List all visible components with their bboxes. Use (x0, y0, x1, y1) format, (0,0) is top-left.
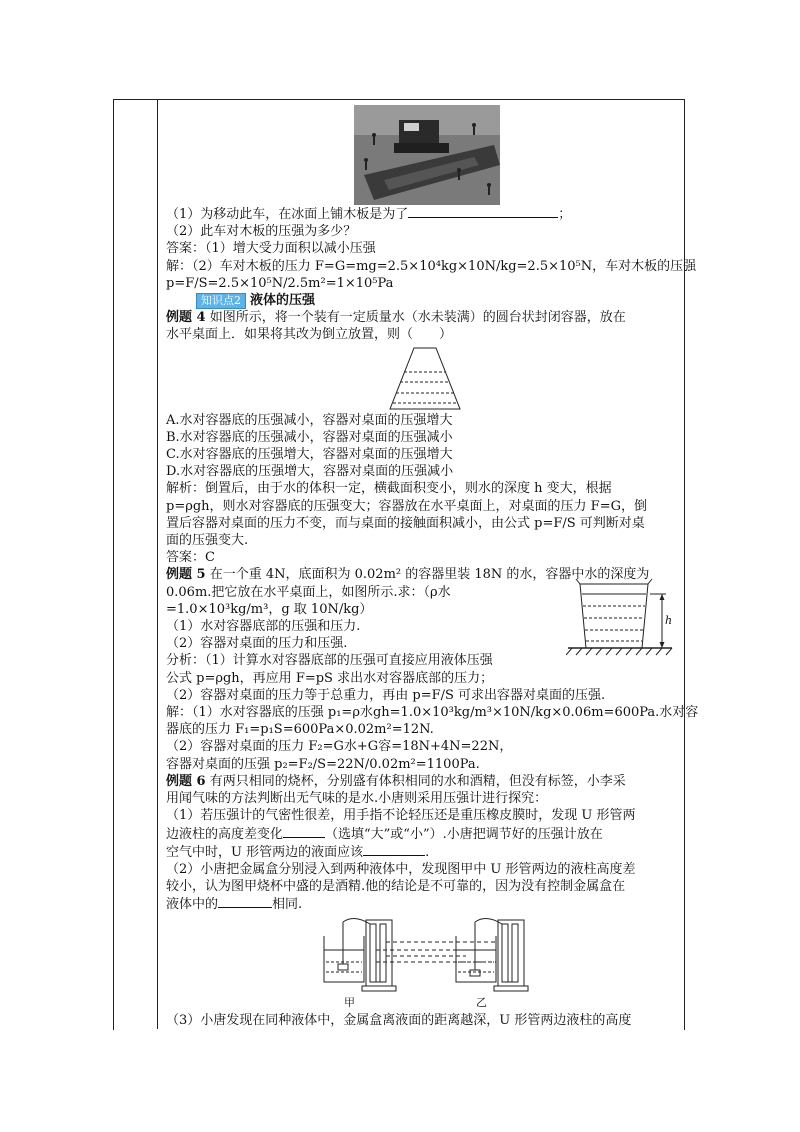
ex4-answer: 答案：C (166, 550, 215, 566)
ex4-option-b: B.水对容器底的压强减小，容器对桌面的压强减小 (166, 429, 453, 445)
q1-end: ； (558, 207, 572, 222)
solution-1b: p=F/S=2.5×10⁵N/2.5m²=1×10⁵Pa (166, 275, 394, 291)
ex4-explain-1: 解析：倒置后，由于水的体积一定，横截面积变小，则水的深度 h 变大，根据 (166, 481, 612, 497)
ex5-text1: 在一个重 4N，底面积为 0.02m² 的容器里装 18N 的水，容器中水的深度为 (205, 567, 650, 583)
ex4-option-a: A.水对容器底的压强减小，容器对桌面的压强增大 (166, 412, 453, 428)
ex6-blank-1 (283, 825, 325, 838)
ex6-part2-a: （2）小唐把金属盒分别浸入到两种液体中，发现图甲中 U 形管两边的液柱高度差 (166, 861, 636, 877)
figure-label-yi: 乙 (476, 995, 487, 1009)
ex6-part3: （3）小唐发现在同种液体中，金属盒离液面的距离越深，U 形管两边液柱的高度 (166, 1012, 632, 1028)
ex4-text1: 如图所示，将一个装有一定质量水（水未装满）的圆台状封闭容器，放在 (205, 310, 626, 326)
ex5-text2: 0.06m.把它放在水平桌面上，如图所示.求：（ρ水 (166, 584, 451, 600)
ex5-analysis-1: 分析：（1）计算水对容器底部的压强可直接应用液体压强 (166, 653, 493, 669)
ex5-solution-4: 容器对桌面的压强 p₂=F₂/S=22N/0.02m²=1100Pa. (166, 756, 480, 772)
ex4-option-c: C.水对容器底的压强增大，容器对桌面的压强增大 (166, 447, 453, 463)
ex4-label: 例题 4 (166, 310, 206, 326)
knowledge-point-heading (166, 292, 678, 309)
q1-blank (408, 205, 558, 218)
ex5-solution-2: 器底的压力 F₁=p₁S=600Pa×0.02m²=12N. (166, 722, 434, 738)
ex5-solution-3: （2）容器对桌面的压力 F₂=G水+G容=18N+4N=22N， (166, 739, 513, 755)
ex5-solution-1: 解：（1）水对容器底的压强 p₁=ρ水gh=1.0×10³kg/m³×10N/kg×0.06m=600Pa.水对容 (166, 705, 699, 721)
ex5-question-1: （1）水对容器底部的压强和压力. (166, 619, 361, 635)
knowledge-point-title: 液体的压强 (250, 293, 316, 309)
ex4-explain-3: 置后容器对桌面的压力不变，而与桌面的接触面积减小，由公式 p=F/S 可判断对桌 (166, 515, 645, 531)
ex6-part1-a: （1）若压强计的气密性很差，用手指不论轻压还是重压橡皮膜时，发现 U 形管两 (166, 808, 636, 824)
beaker-depth-figure (566, 566, 678, 666)
ex4-explain-2: p=ρgh，则水对容器底的压强变大；容器放在水平桌面上，对桌面的压力 F=G，倒 (166, 498, 647, 514)
ex6-part2-b: 较小，认为图甲烧杯中盛的是酒精.他的结论是不可靠的，因为没有控制金属盒在 (166, 879, 626, 895)
ex6-label: 例题 6 (166, 773, 206, 789)
ex6-part2-d: 相同. (272, 897, 303, 913)
column-divider (157, 99, 158, 1029)
ex4-text2: 水平桌面上．如果将其改为倒立放置，则（ ） (166, 327, 453, 343)
ex6-part1-e: . (425, 844, 430, 860)
q1-line (166, 205, 678, 223)
ex5-block (166, 566, 678, 669)
frustum-container-figure (166, 346, 678, 412)
q2-text: （2）此车对木板的压强为多少？ (166, 224, 357, 240)
q1-text: （1）为移动此车，在冰面上铺木板是为了 (166, 207, 409, 222)
ex6-part1-d: 空气中时，U 形管两边的液面应该 (166, 844, 364, 860)
ex6-part2-c-line (166, 895, 678, 913)
depth-label-h: h (665, 614, 673, 628)
ex4-option-d: D.水对容器底的压强增大，容器对桌面的压强减小 (166, 464, 454, 480)
knowledge-point-tag: 知识点2 (196, 293, 246, 309)
ex5-question-2: （2）容器对桌面的压力和压强. (166, 636, 348, 652)
ex5-analysis-2: 公式 p=ρgh，再应用 F=pS 求出水对容器底部的压力； (166, 670, 494, 686)
ex5-line1 (166, 566, 650, 583)
ex4-line1 (166, 309, 678, 326)
pressure-gauge-figure (166, 916, 678, 1012)
ex4-explain-4: 面的压强变大. (166, 533, 249, 549)
ex6-text1: 有两只相同的烧杯，分别盛有体积相同的水和酒精，但没有标签，小李采 (205, 773, 626, 789)
ex6-part1-b: 边液柱的高度差变化 (166, 826, 284, 842)
ex5-text-column (166, 566, 650, 669)
ex5-label: 例题 5 (166, 567, 206, 583)
solution-1a: 解：（2）车对木板的压力 F=G=mg=2.5×10⁴kg×10N/kg=2.5×10⁵N，车对木板的压强 (166, 258, 697, 274)
ex6-part1-d-line (166, 843, 678, 861)
ex6-part1-c: （选填“大”或“小”）.小唐把调节好的压强计放在 (325, 826, 603, 842)
document-content (166, 105, 699, 1029)
figure-label-jia: 甲 (344, 995, 355, 1009)
ex6-part2-c: 液体中的 (166, 897, 219, 913)
ex6-text2: 用闻气味的方法判断出无气味的是水.小唐则采用压强计进行探究： (166, 791, 548, 807)
answer-1: 答案：（1）增大受力面积以减小压强 (166, 241, 376, 257)
ex6-blank-2 (363, 843, 425, 856)
ex5-analysis-3: （2）容器对桌面的压力等于总重力，再由 p=F/S 可求出容器对桌面的压强. (166, 687, 606, 703)
ex5-text3: =1.0×10³kg/m³，g 取 10N/kg） (166, 601, 373, 617)
ex6-line1 (166, 773, 678, 790)
ex6-part1-b-line (166, 825, 678, 843)
ex6-blank-3 (218, 895, 272, 908)
ice-vehicle-photo (354, 105, 500, 205)
